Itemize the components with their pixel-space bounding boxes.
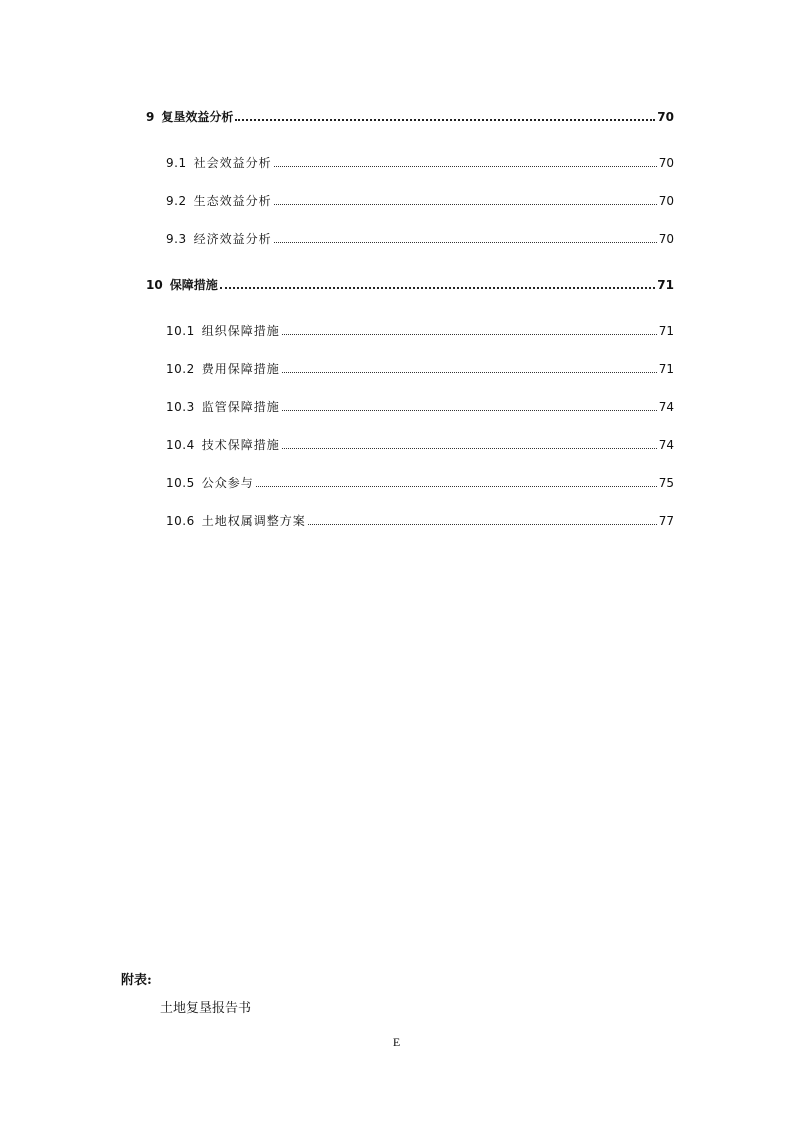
toc-entry-number: 9.2 [166, 194, 187, 208]
toc-dot-leader [274, 166, 657, 167]
toc-dot-leader [274, 204, 657, 205]
toc-dot-leader [282, 448, 657, 449]
toc-entry-section-9-3[interactable] [166, 231, 674, 247]
toc-entry-section-10-1[interactable] [166, 323, 674, 339]
toc-entry-section-10-3[interactable] [166, 399, 674, 415]
toc-entry-number: 10.2 [166, 362, 195, 376]
toc-entry-title: 生态效益分析 [193, 194, 272, 208]
toc-entry-number: 10 [146, 278, 163, 292]
toc-dot-leader [256, 486, 657, 487]
toc-entry-page: 74 [658, 438, 674, 452]
toc-dot-leader [282, 410, 657, 411]
toc-entry-title: 监管保障措施 [201, 400, 280, 414]
toc-entry-page: 75 [658, 476, 674, 490]
toc-entry-section-9-2[interactable] [166, 193, 674, 209]
toc-entry-chapter-10[interactable] [146, 277, 674, 293]
toc-entry-title: 组织保障措施 [201, 324, 280, 338]
toc-entry-page: 70 [658, 194, 674, 208]
toc-entry-section-10-5[interactable] [166, 475, 674, 491]
toc-dot-leader [282, 334, 657, 335]
toc-entry-number: 10.5 [166, 476, 195, 490]
toc-entry-chapter-9[interactable] [146, 109, 674, 125]
toc-entry-title: 土地权属调整方案 [201, 514, 306, 528]
toc-entry-page: 71 [657, 278, 674, 292]
toc-entry-title: 保障措施 [169, 278, 218, 292]
toc-entry-number: 10.6 [166, 514, 195, 528]
toc-dot-leader [274, 242, 657, 243]
page-number-footer: E [392, 1035, 401, 1049]
toc-entry-page: 71 [658, 324, 674, 338]
toc-entry-page: 70 [658, 232, 674, 246]
toc-entry-page: 74 [658, 400, 674, 414]
toc-entry-section-10-2[interactable] [166, 361, 674, 377]
toc-entry-section-9-1[interactable] [166, 155, 674, 171]
toc-entry-section-10-4[interactable] [166, 437, 674, 453]
toc-entry-page: 77 [658, 514, 674, 528]
toc-entry-title: 复垦效益分析 [161, 110, 234, 124]
toc-entry-title: 社会效益分析 [193, 156, 272, 170]
toc-entry-page: 70 [658, 156, 674, 170]
toc-entry-title: 费用保障措施 [201, 362, 280, 376]
toc-entry-number: 9 [146, 110, 155, 124]
toc-dot-leader [220, 287, 656, 289]
toc-entry-number: 9.3 [166, 232, 187, 246]
toc-entry-number: 9.1 [166, 156, 187, 170]
toc-entry-title: 公众参与 [201, 476, 254, 490]
toc-dot-leader [308, 524, 657, 525]
toc-dot-leader [282, 372, 657, 373]
appendix-heading: 附表: [121, 973, 152, 988]
toc-dot-leader [235, 119, 655, 121]
toc-entry-number: 10.3 [166, 400, 195, 414]
toc-entry-page: 70 [657, 110, 674, 124]
toc-entry-title: 经济效益分析 [193, 232, 272, 246]
toc-entry-number: 10.4 [166, 438, 195, 452]
appendix-item-land-reclamation-report: 土地复垦报告书 [160, 1001, 252, 1016]
toc-entry-section-10-6[interactable] [166, 513, 674, 529]
toc-entry-title: 技术保障措施 [201, 438, 280, 452]
toc-entry-page: 71 [658, 362, 674, 376]
toc-entry-number: 10.1 [166, 324, 195, 338]
